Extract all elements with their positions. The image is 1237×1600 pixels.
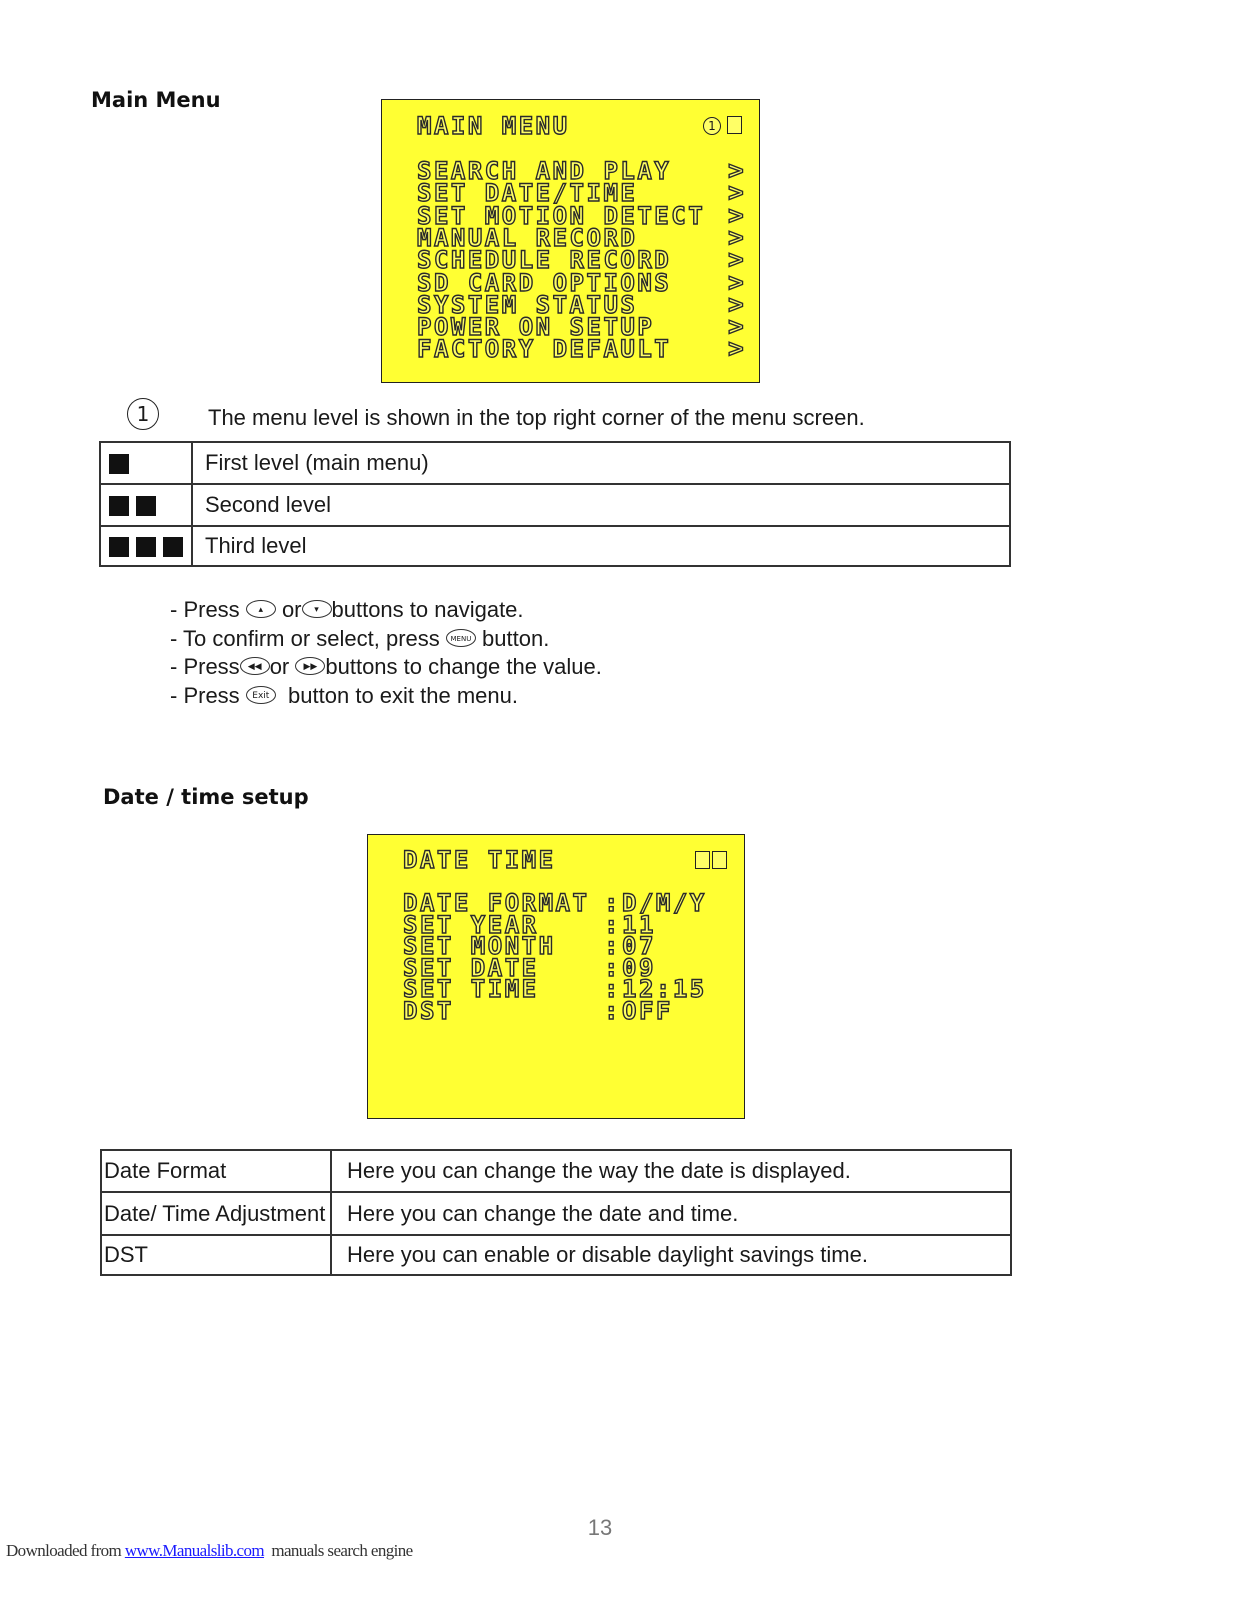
term-cell: Date/ Time Adjustment <box>101 1192 331 1235</box>
date-time-table <box>100 1149 1012 1276</box>
table-row <box>100 442 1010 484</box>
instruction-navigate: - Press ▴ or ▾ buttons to navigate. <box>170 597 524 622</box>
level-marker-icon: 1 <box>703 117 721 135</box>
level-indicator-box <box>727 116 742 134</box>
osd-menu-item: SET MOTION DETECT <box>417 201 706 230</box>
osd-separator: : <box>604 997 621 1025</box>
osd-setting-label: DST <box>403 997 454 1025</box>
level-squares <box>100 484 192 526</box>
footer-suffix: manuals search engine <box>271 1541 413 1560</box>
term-cell: Date Format <box>101 1150 331 1192</box>
date-time-screen <box>367 834 745 1119</box>
level-squares <box>100 442 192 484</box>
osd-separator: : <box>604 953 621 982</box>
osd-separator: : <box>604 910 621 939</box>
osd-separator: : <box>604 932 621 961</box>
osd-menu-item: MANUAL RECORD <box>417 223 638 252</box>
rewind-button-icon: ◀◀ <box>240 657 270 675</box>
page-number: 13 <box>587 1515 613 1540</box>
date-time-heading: Date / time setup <box>103 785 309 809</box>
levels-table <box>99 441 1011 567</box>
manualslib-link[interactable]: www.Manualslib.com <box>124 1541 265 1560</box>
osd-separator: : <box>604 975 621 1004</box>
up-arrow-button-icon: ▴ <box>246 600 276 618</box>
osd-setting-value: D/M/Y <box>622 889 707 917</box>
osd-setting-value: 12:15 <box>622 975 707 1004</box>
osd-setting-label: SET MONTH <box>403 932 556 961</box>
chevron-right-icon: > <box>728 200 744 231</box>
osd-setting-label: DATE FORMAT <box>403 889 590 917</box>
instruction-change-value: - Press ◀◀ or ▶▶ buttons to change the value. <box>170 654 602 679</box>
level-indicator-box <box>695 851 710 869</box>
table-row <box>100 484 1010 526</box>
main-menu-heading: Main Menu <box>91 88 221 112</box>
down-arrow-button-icon: ▾ <box>302 600 332 618</box>
footer-prefix: Downloaded from <box>6 1541 122 1560</box>
table-row <box>101 1235 1011 1275</box>
exit-button-icon: Exit <box>246 686 276 704</box>
footer <box>6 1541 413 1561</box>
osd-menu-item: SCHEDULE RECORD <box>417 246 672 275</box>
chevron-right-icon: > <box>728 156 744 186</box>
level-label: Third level <box>192 526 1010 566</box>
osd-setting-value: OFF <box>622 997 673 1025</box>
desc-cell: Here you can change the date and time. <box>331 1192 1011 1235</box>
instruction-exit: - Press Exit button to exit the menu. <box>170 683 518 708</box>
osd-menu-item: FACTORY DEFAULT <box>417 335 672 364</box>
instruction-confirm: - To confirm or select, press MENU button. <box>170 626 550 651</box>
note-marker-icon: 1 <box>127 398 159 430</box>
osd-title: MAIN MENU <box>417 112 570 140</box>
desc-cell: Here you can change the way the date is displayed. <box>331 1150 1011 1192</box>
chevron-right-icon: > <box>728 312 744 343</box>
chevron-right-icon: > <box>728 334 744 365</box>
osd-menu-item: SEARCH AND PLAY <box>417 157 672 185</box>
osd-title: DATE TIME <box>403 846 556 874</box>
table-row <box>101 1192 1011 1235</box>
osd-menu-item: SD CARD OPTIONS <box>417 268 672 297</box>
main-menu-screen <box>381 99 760 383</box>
osd-setting-value: 07 <box>622 932 656 961</box>
table-row <box>101 1150 1011 1192</box>
osd-menu-item: SET DATE/TIME <box>417 179 638 208</box>
level-label: First level (main menu) <box>192 442 1010 484</box>
osd-setting-value: 09 <box>622 953 656 982</box>
table-row <box>100 526 1010 566</box>
osd-setting-label: SET YEAR <box>403 910 539 939</box>
chevron-right-icon: > <box>728 267 744 298</box>
fast-forward-button-icon: ▶▶ <box>295 657 325 675</box>
osd-setting-label: SET DATE <box>403 953 539 982</box>
level-squares <box>100 526 192 566</box>
osd-setting-value: 11 <box>622 910 656 939</box>
osd-separator: : <box>604 889 621 917</box>
level-label: Second level <box>192 484 1010 526</box>
osd-setting-label: SET TIME <box>403 975 539 1004</box>
osd-menu-item: POWER ON SETUP <box>417 313 655 342</box>
level-indicator-box <box>712 851 727 869</box>
chevron-right-icon: > <box>728 178 744 209</box>
menu-level-note: The menu level is shown in the top right corner of the menu screen. <box>208 405 865 430</box>
osd-menu-item: SYSTEM STATUS <box>417 290 638 319</box>
chevron-right-icon: > <box>728 222 744 253</box>
chevron-right-icon: > <box>728 289 744 320</box>
chevron-right-icon: > <box>728 245 744 276</box>
term-cell: DST <box>101 1235 331 1275</box>
desc-cell: Here you can enable or disable daylight savings time. <box>331 1235 1011 1275</box>
menu-button-icon: MENU <box>446 629 476 647</box>
